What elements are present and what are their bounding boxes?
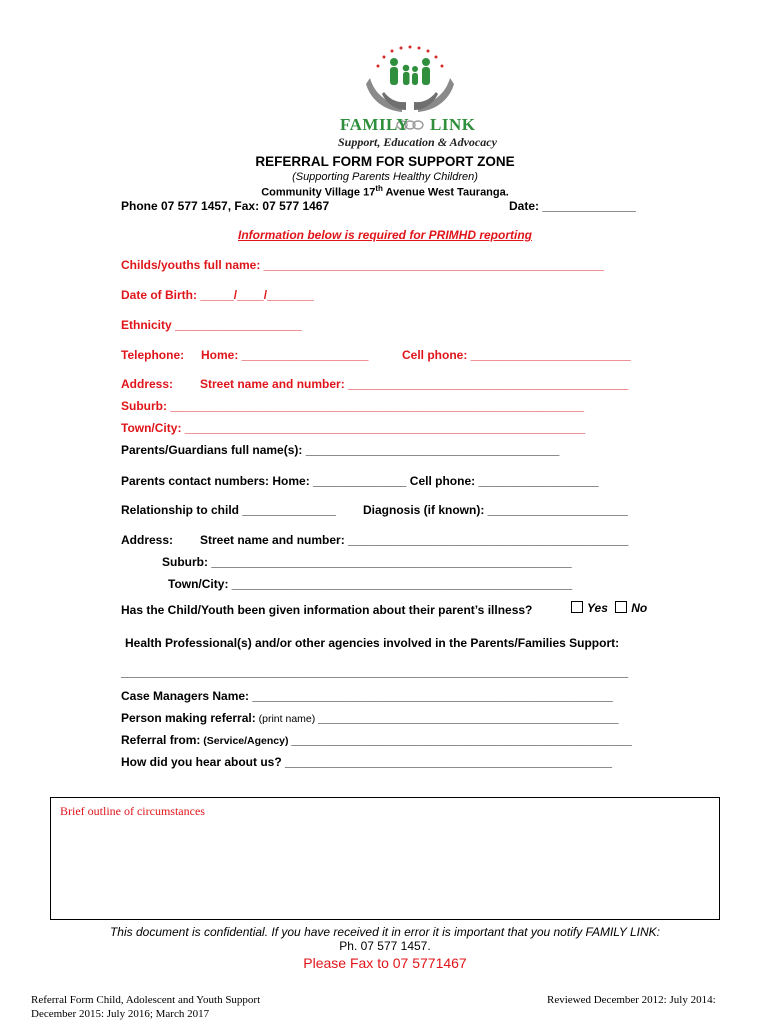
- footer-left-line-2: December 2015: July 2016; March 2017: [31, 1008, 210, 1020]
- form-subtitle: (Supporting Parents Healthy Children): [292, 171, 478, 183]
- logo-brand-left: FAMILY: [340, 115, 410, 134]
- phone-fax: Phone 07 577 1457, Fax: 07 577 1467: [121, 199, 330, 213]
- illness-question: Has the Child/Youth been given information about their parent’s illness?: [121, 603, 533, 617]
- family-link-logo: [338, 40, 497, 152]
- date-field[interactable]: Date: ______________: [509, 199, 636, 213]
- circumstances-label: Brief outline of circumstances: [60, 804, 205, 818]
- circumstances-box[interactable]: [50, 797, 720, 920]
- parent-address-label: Address:: [121, 533, 174, 547]
- logo-tagline: Support, Education & Advocacy: [338, 135, 497, 149]
- parent-street-field[interactable]: Street name and number: __________________________________________: [200, 533, 629, 547]
- child-town-field[interactable]: Town/City: ____________________________________________________________: [121, 421, 586, 435]
- footer-right-line-1: Reviewed December 2012: July 2014:: [547, 994, 716, 1006]
- footer-left-line-1: Referral Form Child, Adolescent and Youth Support: [31, 994, 261, 1006]
- telephone-label: Telephone:: [121, 348, 185, 362]
- yes-checkbox[interactable]: [571, 601, 583, 613]
- yes-label: Yes: [587, 601, 608, 615]
- hear-about-field[interactable]: How did you hear about us? _________________________________________________: [121, 755, 613, 769]
- form-title: REFERRAL FORM FOR SUPPORT ZONE: [255, 154, 515, 169]
- fax-notice: Please Fax to 07 5771467: [303, 955, 467, 971]
- child-name-field[interactable]: Childs/youths full name: ___________________________________________________: [121, 258, 605, 272]
- illness-options: [571, 601, 647, 615]
- relationship-field[interactable]: Relationship to child ______________: [121, 503, 336, 517]
- dob-field[interactable]: Date of Birth: _____/____/_______: [121, 288, 314, 302]
- diagnosis-field[interactable]: Diagnosis (if known): _____________________: [363, 503, 628, 517]
- parent-suburb-field[interactable]: Suburb: ______________________________________________________: [162, 555, 572, 569]
- health-professionals-label: Health Professional(s) and/or other agencies involved in the Parents/Families Support:: [125, 636, 620, 650]
- parent-town-field[interactable]: Town/City: ___________________________________________________: [168, 577, 573, 591]
- confidential-phone: Ph. 07 577 1457.: [339, 939, 431, 953]
- parents-names-field[interactable]: Parents/Guardians full name(s): ______________________________________: [121, 443, 560, 457]
- child-street-field[interactable]: Street name and number: __________________________________________: [200, 377, 629, 391]
- confidential-notice: This document is confidential. If you have received it in error it is important that you notify FAMILY LINK:: [109, 925, 661, 939]
- person-referral-field[interactable]: Person making referral: (print name) _____________________________________________: [121, 711, 619, 725]
- referral-from-field[interactable]: Referral from: (Service/Agency) ___________________________________________________: [121, 733, 632, 747]
- child-home-phone-field[interactable]: Home: ___________________: [201, 348, 369, 362]
- child-suburb-field[interactable]: Suburb: ______________________________________________________________: [121, 399, 585, 413]
- child-cell-phone-field[interactable]: Cell phone: ________________________: [402, 348, 631, 362]
- ethnicity-field[interactable]: Ethnicity ___________________: [121, 318, 302, 332]
- primhd-notice: Information below is required for PRIMHD reporting: [237, 228, 532, 242]
- logo-brand-right: LINK: [430, 115, 476, 134]
- parents-contact-field[interactable]: Parents contact numbers: Home: ______________ Cell phone: __________________: [121, 474, 599, 488]
- no-checkbox[interactable]: [615, 601, 627, 613]
- health-professionals-line[interactable]: ____________________________________________________________________________: [121, 665, 629, 679]
- organisation-address: Community Village 17th Avenue West Tauranga.: [261, 184, 509, 199]
- no-label: No: [631, 601, 648, 615]
- child-address-label: Address:: [121, 377, 174, 391]
- case-managers-field[interactable]: Case Managers Name: ______________________________________________________: [121, 689, 613, 703]
